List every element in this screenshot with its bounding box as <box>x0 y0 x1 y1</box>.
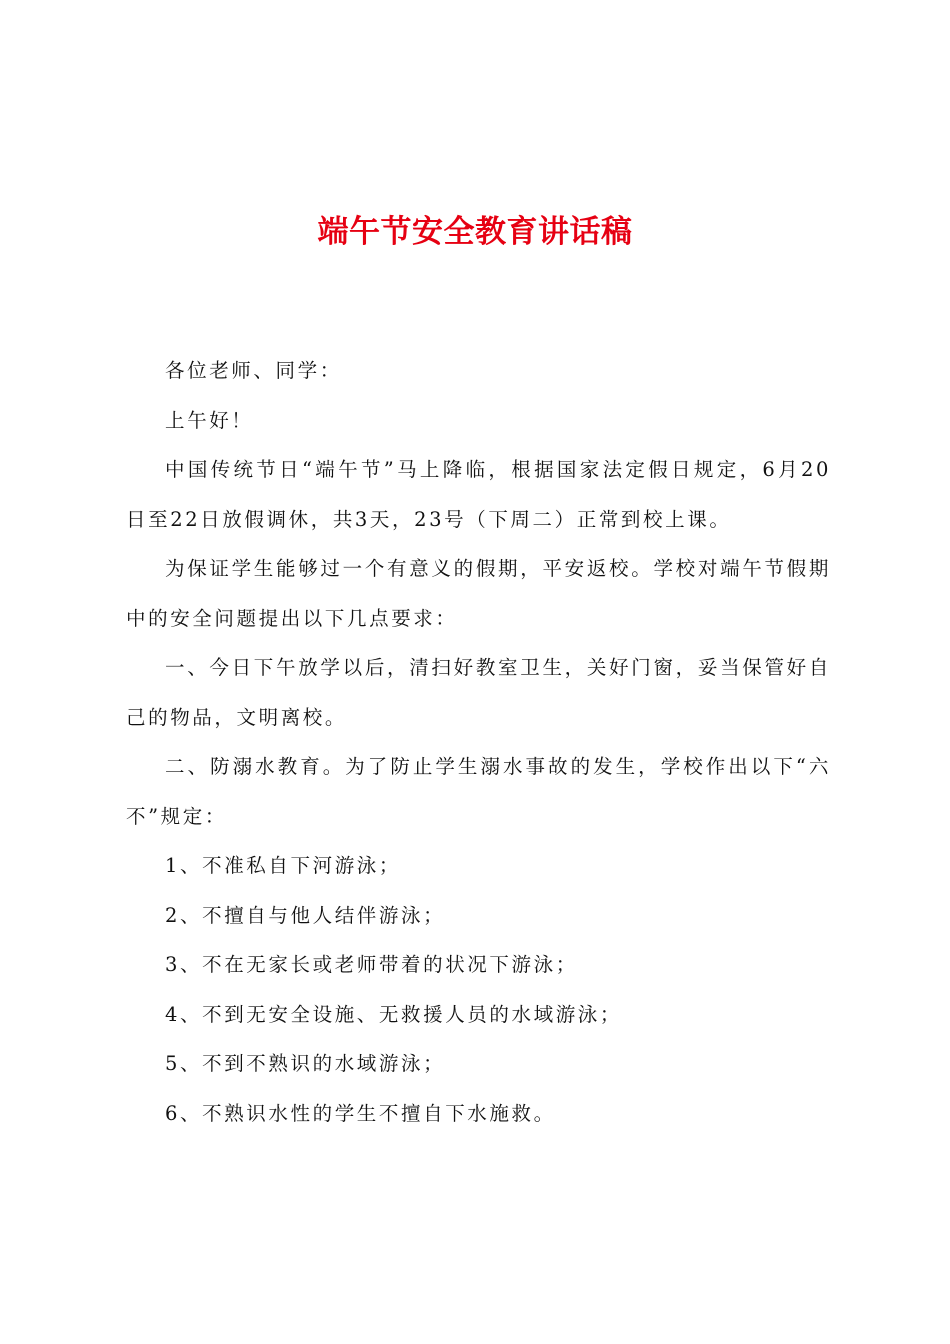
paragraph-holiday-notice: 中国传统节日“端午节”马上降临，根据国家法定假日规定，6月20日至22日放假调休，共3天，23号（下周二）正常到校上课。 <box>126 458 831 531</box>
list-item: 1、不准私自下河游泳； <box>165 854 402 877</box>
salutation: 各位老师、同学： <box>165 359 342 382</box>
list-item: 2、不擅自与他人结伴游泳； <box>165 903 446 927</box>
list-item: 6、不熟识水性的学生不擅自下水施救。 <box>165 1101 556 1125</box>
paragraph-safety-intro: 为保证学生能够过一个有意义的假期，平安返校。学校对端午节假期中的安全问题提出以下几点要求： <box>126 557 831 630</box>
list-item: 4、不到无安全设施、无救援人员的水域游泳； <box>165 1002 623 1026</box>
list-item: 3、不在无家长或老师带着的状况下游泳； <box>165 953 578 976</box>
document-body <box>126 346 831 1138</box>
greeting: 上午好！ <box>165 408 254 432</box>
paragraph-rule-one: 一、今日下午放学以后，清扫好教室卫生，关好门窗，妥当保管好自己的物品，文明离校。 <box>126 656 831 729</box>
list-item: 5、不到不熟识的水域游泳； <box>165 1052 446 1075</box>
paragraph-rule-two: 二、防溺水教育。为了防止学生溺水事故的发生，学校作出以下“六不”规定： <box>126 755 831 828</box>
document-title: 端午节安全教育讲话稿 <box>317 214 633 250</box>
